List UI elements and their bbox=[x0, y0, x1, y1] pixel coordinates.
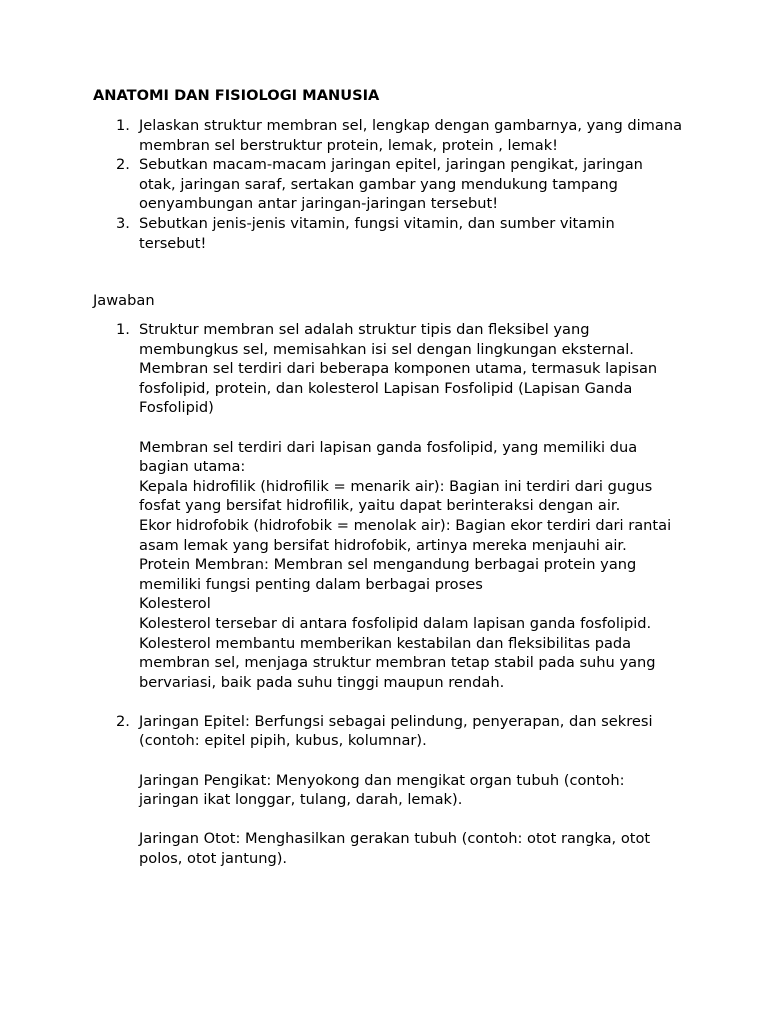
answer-paragraph: Membran sel terdiri dari lapisan ganda fosfolipid, yang memiliki dua bagian utama: bbox=[139, 438, 638, 476]
question-item bbox=[0, 155, 684, 214]
question-list bbox=[0, 116, 768, 253]
question-text: Sebutkan jenis-jenis vitamin, fungsi vitamin, dan sumber vitamin tersebut! bbox=[139, 214, 615, 252]
question-text: Jelaskan struktur membran sel, lengkap dengan gambarnya, yang dimana membran sel berstruktur protein, lemak, protein , lemak! bbox=[139, 117, 683, 154]
answer-paragraph: Jaringan Pengikat: Menyokong dan mengikat organ tubuh (contoh: jaringan ikat longgar, tulang, darah, lemak). bbox=[139, 771, 625, 809]
list-number: 3. bbox=[116, 214, 130, 232]
answer-heading: Jawaban bbox=[93, 292, 155, 309]
question-text: Sebutkan macam-macam jaringan epitel, jaringan pengikat, jaringan otak, jaringan saraf, sertakan gambar yang mendukung tampang oenyambungan antar jaringan-jaringan tersebut! bbox=[139, 156, 643, 213]
list-number: 2. bbox=[116, 712, 130, 730]
question-item bbox=[0, 116, 684, 155]
answer-paragraph: Jaringan Epitel: Berfungsi sebagai pelindung, penyerapan, dan sekresi (contoh: epitel pipih, kubus, kolumnar). bbox=[139, 712, 653, 750]
answer-paragraph: Protein Membran: Membran sel mengandung berbagai protein yang memiliki fungsi penting dalam berbagai proses bbox=[139, 556, 637, 593]
answer-item bbox=[0, 712, 684, 869]
answer-item bbox=[0, 320, 684, 692]
list-number: 1. bbox=[116, 117, 130, 134]
answer-paragraph: Kolesterol bbox=[139, 595, 211, 613]
answer-paragraph: Kepala hidrofilik (hidrofilik = menarik air): Bagian ini terdiri dari gugus fosfat yang bersifat hidrofilik, yaitu dapat berinteraksi dengan air. bbox=[139, 477, 653, 515]
list-number: 2. bbox=[116, 156, 130, 174]
question-item bbox=[0, 214, 684, 253]
answer-paragraph: Jaringan Otot: Menghasilkan gerakan tubuh (contoh: otot rangka, otot polos, otot jantung). bbox=[139, 830, 651, 868]
answer-list bbox=[0, 320, 768, 869]
list-number: 1. bbox=[116, 321, 130, 338]
document-title: ANATOMI DAN FISIOLOGI MANUSIA bbox=[93, 87, 380, 104]
answer-paragraph: Struktur membran sel adalah struktur tipis dan fleksibel yang membungkus sel, memisahkan isi sel dengan lingkungan eksternal. Membran sel terdiri dari beberapa komponen utama, termasuk lapisan fosfolipid, protein, dan kolesterol Lapisan Fosfolipid (Lapisan Ganda Fosfolipid) bbox=[139, 321, 658, 417]
answer-paragraph: Kolesterol tersebar di antara fosfolipid dalam lapisan ganda fosfolipid. Kolesterol membantu memberikan kestabilan dan fleksibilitas pada membran sel, menjaga struktur membran tetap stabil pada suhu yang bervariasi, baik pada suhu tinggi maupun rendah. bbox=[139, 614, 656, 691]
answer-paragraph: Ekor hidrofobik (hidrofobik = menolak air): Bagian ekor terdiri dari rantai asam lemak yang bersifat hidrofobik, artinya mereka menjauhi air. bbox=[139, 516, 672, 554]
